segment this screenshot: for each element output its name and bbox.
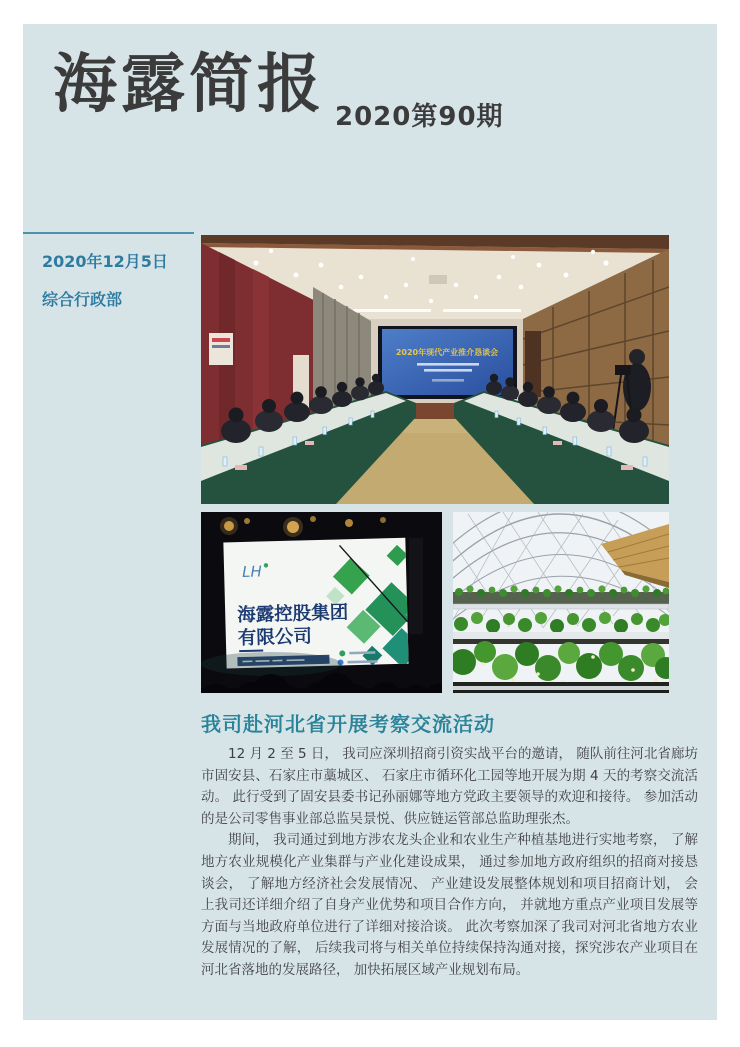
article-paragraph-1: 12 月 2 至 5 日， 我司应深圳招商引资实战平台的邀请， 随队前往河北省廊坊市固安县、石家庄市藁城区、 石家庄市循环化工园等地开展为期 4 天的考察交流活动。 此行受到了固安县委书记孙丽娜等地方党政主要领导的欢迎和接待。 参加活动的是公司零售事业部总监吴景悦、供应链运管部总监助理张杰。 (201, 746, 698, 827)
wall-poster (209, 333, 233, 365)
slide-title-line2: 有限公司 (237, 626, 313, 650)
newsletter-issue: 2020第90期 (335, 102, 504, 132)
sidebar-divider (23, 232, 194, 234)
department-name: 综合行政部 (42, 290, 123, 309)
newsletter-panel (23, 24, 717, 1020)
article-body (201, 744, 698, 982)
company-logo: LH (241, 562, 263, 581)
greenhouse-photo (453, 512, 669, 693)
issue-date: 2020年12月5日 (42, 252, 168, 271)
presentation-photo (201, 512, 442, 693)
screen-title: 2020年现代产业推介恳谈会 (395, 348, 499, 357)
newsletter-title: 海露简报 (53, 48, 325, 122)
slide (223, 537, 432, 672)
article-paragraph-2: 期间， 我司通过到地方涉农龙头企业和农业生产种植基地进行实地考察， 了解地方农业规模化产业集群与产业化建设成果， 通过参加地方政府组织的招商对接恳谈会， 了解地方经济社会发展情况、 产业建设发展整体规划和项目招商计划， 会上我司还详细介绍了自身产业优势和项目合作方向， 并就地方重点产业项目发展等方面与当地政府单位进行了详细对接洽谈。 此次考察加深了我司对河北省地方农业发展情况的了解， 后续我司将与相关单位持续保持沟通对接，探究涉农产业项目在河北省落地的发展路径， 加快拓展区域产业规划布局。 (201, 832, 698, 978)
projector (429, 275, 447, 284)
article-heading: 我司赴河北省开展考察交流活动 (201, 712, 495, 736)
meeting-room-photo (201, 235, 669, 504)
slide-title-line1: 海露控股集团 (237, 602, 349, 627)
